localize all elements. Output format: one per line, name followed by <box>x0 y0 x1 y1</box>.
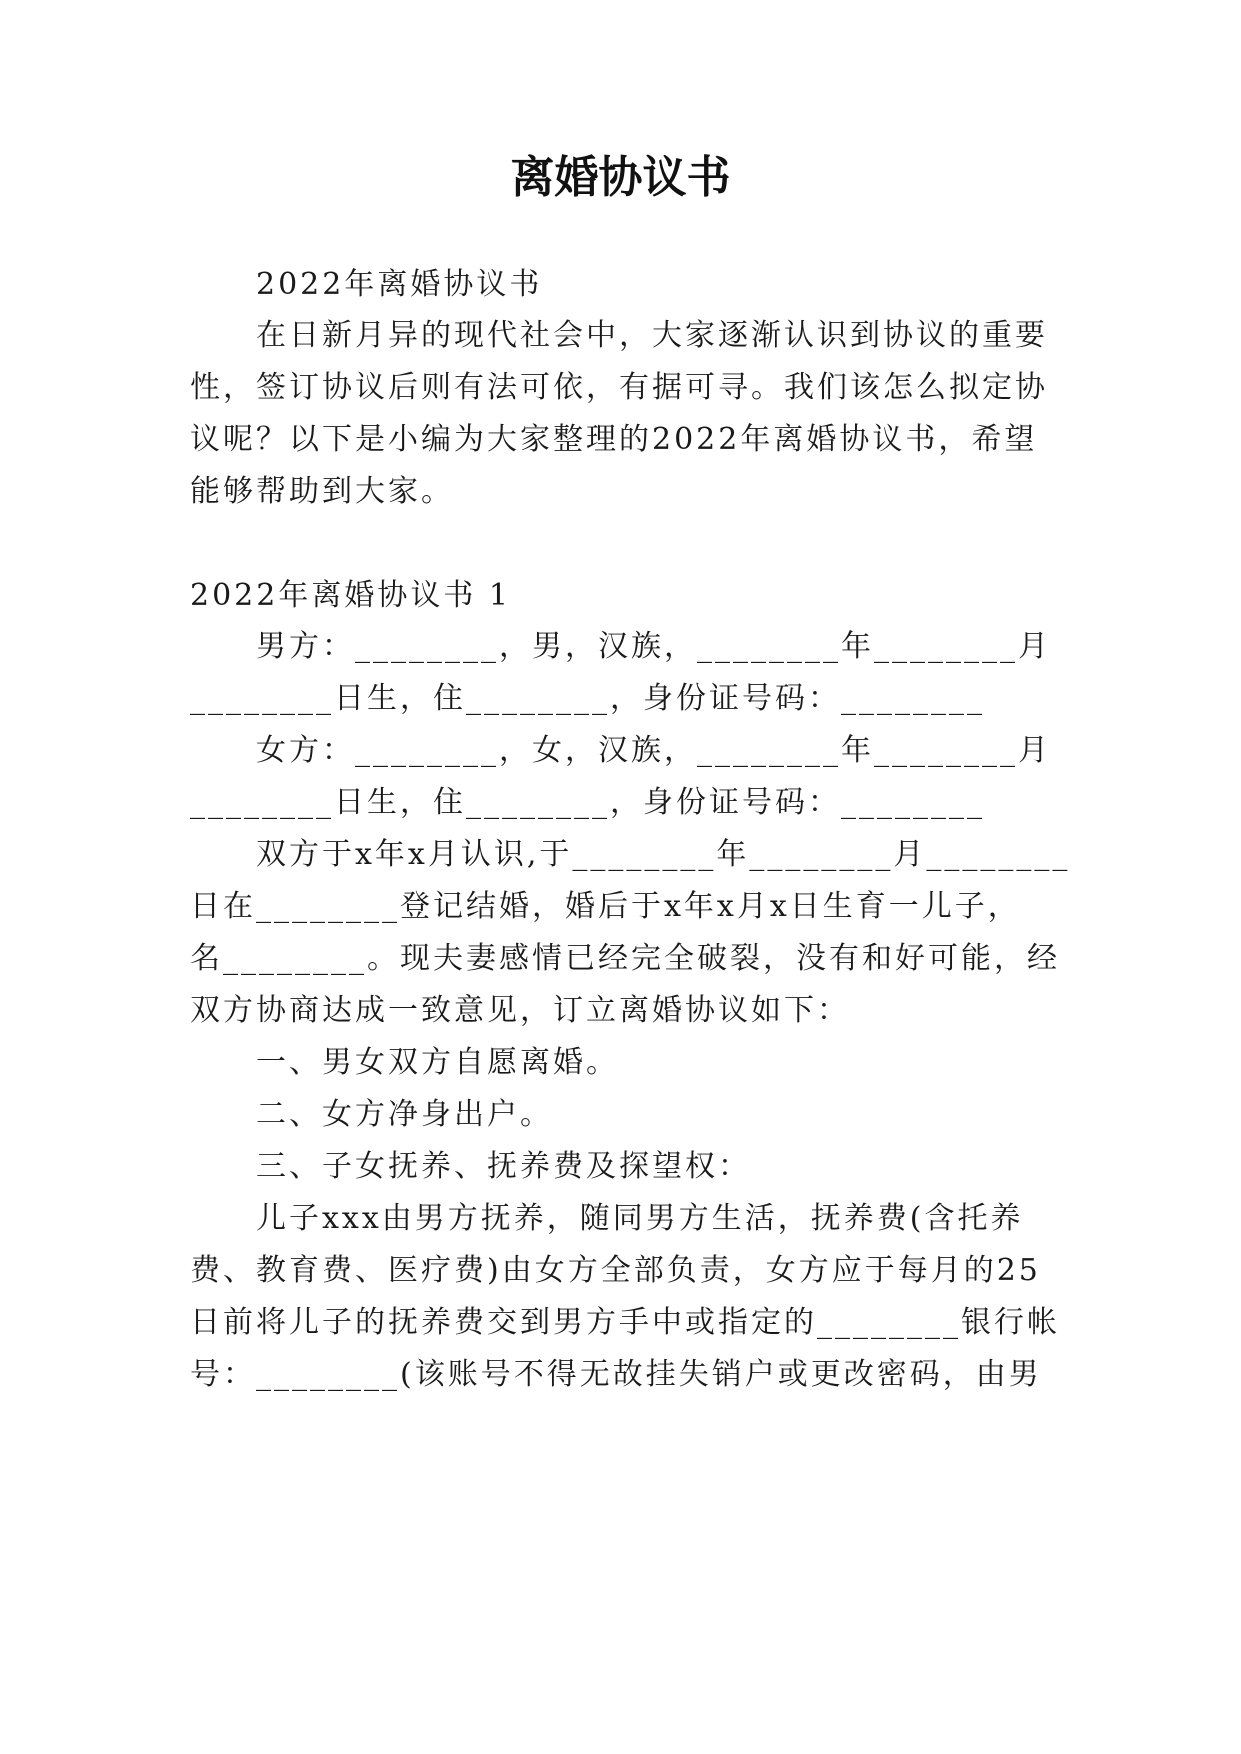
section-heading: 2022年离婚协议书 1 <box>190 578 511 613</box>
female-party-line-2: ________日生，住________，身份证号码：________ <box>190 785 985 820</box>
clause-3: 三、子女抚养、抚养费及探望权： <box>256 1149 751 1184</box>
clause-1: 一、男女双方自愿离婚。 <box>256 1045 619 1080</box>
male-party-line-2: ________日生，住________，身份证号码：________ <box>190 681 985 716</box>
male-party-line-1: 男方：________，男，汉族，________年________月 <box>256 629 1051 664</box>
intro-line-3: 议呢？以下是小编为大家整理的2022年离婚协议书，希望 <box>190 422 1038 457</box>
custody-line-1: 儿子xxx由男方抚养，随同男方生活，抚养费(含托养 <box>256 1201 1024 1236</box>
custody-line-3: 日前将儿子的抚养费交到男方手中或指定的________银行帐 <box>190 1305 1060 1340</box>
intro-line-4: 能够帮助到大家。 <box>190 474 454 509</box>
female-party-line-1: 女方：________，女，汉族，________年________月 <box>256 733 1051 768</box>
intro-line-2: 性，签订协议后则有法可依，有据可寻。我们该怎么拟定协 <box>190 370 1048 405</box>
marriage-line-4: 双方协商达成一致意见，订立离婚协议如下： <box>190 993 850 1028</box>
marriage-line-3: 名________。现夫妻感情已经完全破裂，没有和好可能，经 <box>190 941 1060 976</box>
subtitle-line: 2022年离婚协议书 <box>256 267 543 302</box>
marriage-line-2: 日在________登记结婚，婚后于x年x月x日生育一儿子， <box>190 889 1021 924</box>
intro-line-1: 在日新月异的现代社会中，大家逐渐认识到协议的重要 <box>256 318 1048 353</box>
clause-2: 二、女方净身出户。 <box>256 1097 553 1132</box>
document-title: 离婚协议书 <box>510 152 731 203</box>
custody-line-4: 号：________(该账号不得无故挂失销户或更改密码，由男 <box>190 1357 1042 1392</box>
marriage-line-1: 双方于x年x月认识,于________年________月________ <box>256 837 1071 872</box>
custody-line-2: 费、教育费、医疗费)由女方全部负责，女方应于每月的25 <box>190 1253 1041 1288</box>
